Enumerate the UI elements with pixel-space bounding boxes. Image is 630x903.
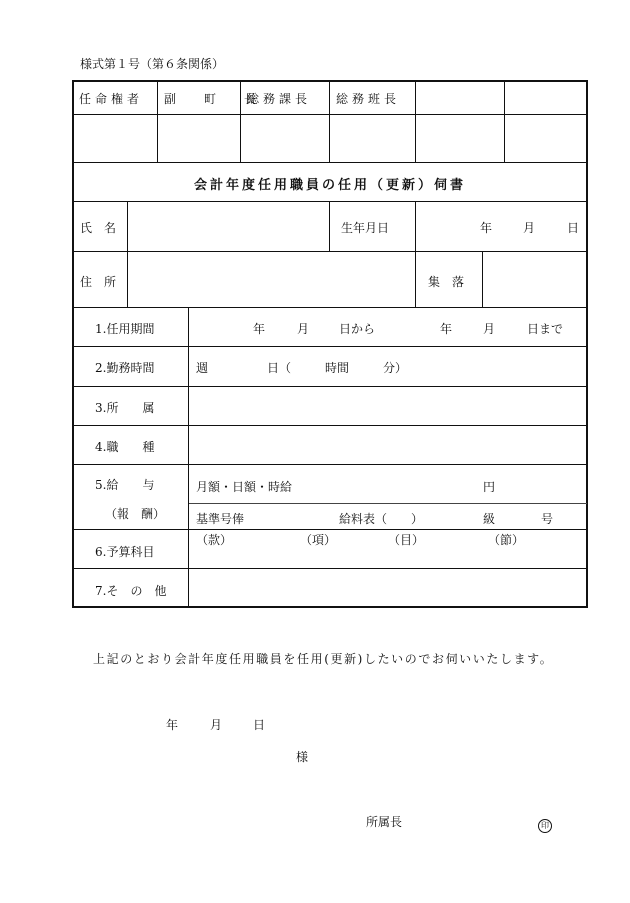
col-divider — [188, 307, 189, 607]
seal-char: 印 — [538, 819, 552, 833]
budget-moku: （目） — [388, 533, 425, 547]
pay-types: 月額・日額・時給 — [196, 480, 293, 494]
hours-days: 日（ — [267, 361, 292, 375]
date-day: 日 — [253, 718, 266, 732]
hours-unit: 時間 — [325, 361, 350, 375]
dob-day-unit: 日 — [567, 221, 580, 235]
row-divider — [73, 162, 587, 163]
period-label: 1.任用期間 — [95, 322, 155, 336]
address-field[interactable] — [129, 253, 413, 305]
seal-icon — [538, 813, 552, 833]
approver-label: 副 町 長 — [164, 92, 265, 106]
pay-step: 号 — [541, 512, 554, 526]
row-divider — [73, 386, 587, 387]
period-end-day: 日まで — [527, 322, 564, 336]
row-divider — [73, 464, 587, 465]
stamp-box-general-affairs-leader[interactable] — [330, 115, 414, 161]
col-divider — [329, 201, 330, 251]
other-field[interactable] — [190, 570, 586, 606]
row-divider — [73, 251, 587, 252]
date-month: 月 — [210, 718, 223, 732]
pay-sub-divider — [188, 503, 587, 504]
stamp-box-deputy-mayor[interactable] — [158, 115, 239, 161]
col-divider — [127, 201, 128, 307]
pay-yen: 円 — [483, 480, 496, 494]
dob-label: 生年月日 — [341, 221, 390, 235]
period-start-year: 年 — [253, 322, 266, 336]
dept-field[interactable] — [190, 388, 586, 424]
hours-minutes: 分） — [383, 361, 408, 375]
address-label: 住 所 — [80, 275, 117, 289]
stamp-box-general-affairs-chief[interactable] — [241, 115, 328, 161]
row-divider — [73, 201, 587, 202]
village-field[interactable] — [484, 253, 586, 305]
budget-kou: （項） — [300, 533, 337, 547]
dob-month-unit: 月 — [523, 221, 536, 235]
statement-text: 上記のとおり会計年度任用職員を任用(更新)したいのでお伺いいたします。 — [93, 652, 554, 666]
pay-label-sub: （報 酬） — [105, 507, 166, 521]
date-year: 年 — [166, 718, 179, 732]
name-label: 氏 名 — [80, 221, 117, 235]
row-divider — [73, 307, 587, 308]
period-end-month: 月 — [483, 322, 496, 336]
row-divider — [73, 568, 587, 569]
addressee-suffix: 様 — [296, 750, 309, 764]
stamp-box-appointer[interactable] — [74, 115, 156, 161]
approver-label: 総務班長 — [336, 92, 401, 106]
hours-label: 2.勤務時間 — [95, 361, 155, 375]
approver-label: 任命権者 — [79, 92, 144, 106]
pay-salary-table: 給料表（ ） — [339, 512, 424, 526]
stamp-box-extra-2[interactable] — [505, 115, 586, 161]
period-start-month: 月 — [297, 322, 310, 336]
pay-label: 5.給 与 — [95, 478, 155, 492]
period-start-day: 日から — [339, 322, 376, 336]
dept-label: 3.所 属 — [95, 401, 155, 415]
stamp-box-extra-1[interactable] — [416, 115, 503, 161]
job-label: 4.職 種 — [95, 440, 155, 454]
form-number: 様式第１号（第６条関係） — [80, 57, 225, 71]
approver-label: 総務課長 — [247, 92, 312, 106]
dob-year-unit: 年 — [480, 221, 493, 235]
budget-label: 6.予算科目 — [95, 545, 155, 559]
pay-grade: 級 — [483, 512, 496, 526]
row-divider — [73, 346, 587, 347]
pay-base-step: 基準号俸 — [196, 512, 245, 526]
budget-setsu: （節） — [488, 533, 525, 547]
other-label: 7.そ の 他 — [95, 584, 167, 598]
row-divider — [73, 529, 587, 530]
name-field[interactable] — [129, 203, 327, 249]
col-divider — [482, 251, 483, 307]
village-label: 集 落 — [428, 275, 465, 289]
signer-label: 所属長 — [366, 815, 403, 829]
row-divider — [73, 425, 587, 426]
col-divider — [415, 201, 416, 307]
form-title: 会計年度任用職員の任用（更新）伺書 — [193, 178, 466, 193]
period-end-year: 年 — [440, 322, 453, 336]
budget-kan: （款） — [196, 533, 233, 547]
hours-week: 週 — [196, 361, 209, 375]
job-field[interactable] — [190, 427, 586, 463]
